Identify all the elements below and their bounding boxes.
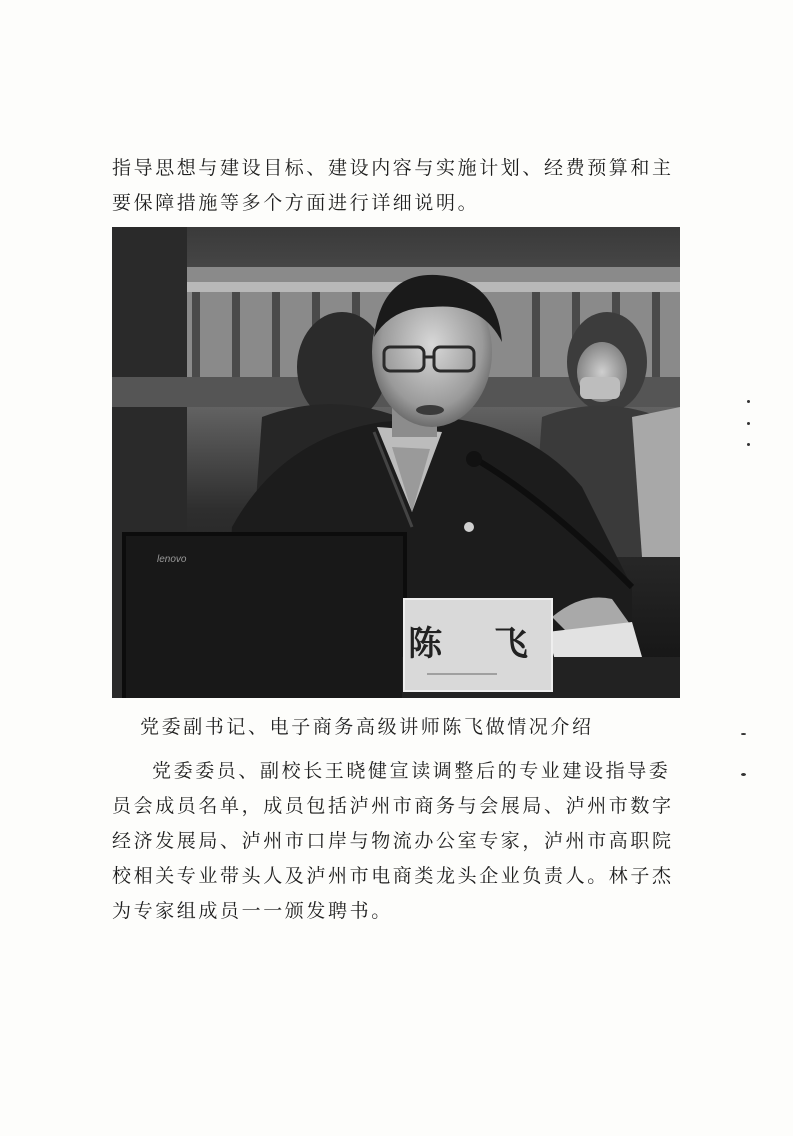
body-line-1: 党委委员、副校长王晓健宣读调整后的专业建设指导委: [152, 760, 671, 782]
scan-dot: [747, 422, 750, 425]
scan-dash: [741, 773, 746, 776]
body-line-5: 为专家组成员一一颁发聘书。: [112, 900, 393, 922]
scan-dot: [747, 443, 750, 446]
monitor-brand-label: lenovo: [157, 554, 187, 565]
body-line-4: 校相关专业带头人及泸州市电商类龙头企业负责人。林子杰: [112, 865, 674, 887]
photo-caption: 党委副书记、电子商务高级讲师陈飞做情况介绍: [140, 716, 594, 738]
body-line-2: 员会成员名单，成员包括泸州市商务与会展局、泸州市数字: [112, 795, 674, 817]
scan-dot: [747, 400, 750, 403]
scan-dash: [741, 733, 746, 735]
body-paragraph: [112, 754, 684, 929]
intro-paragraph: [112, 151, 684, 221]
meeting-photo: [112, 227, 680, 698]
intro-line-2: 要保障措施等多个方面进行详细说明。: [112, 192, 480, 214]
nameplate-text: 陈 飞: [408, 624, 548, 664]
intro-line-1: 指导思想与建设目标、建设内容与实施计划、经费预算和主: [112, 157, 674, 179]
body-line-3: 经济发展局、泸州市口岸与物流办公室专家，泸州市高职院: [112, 830, 674, 852]
